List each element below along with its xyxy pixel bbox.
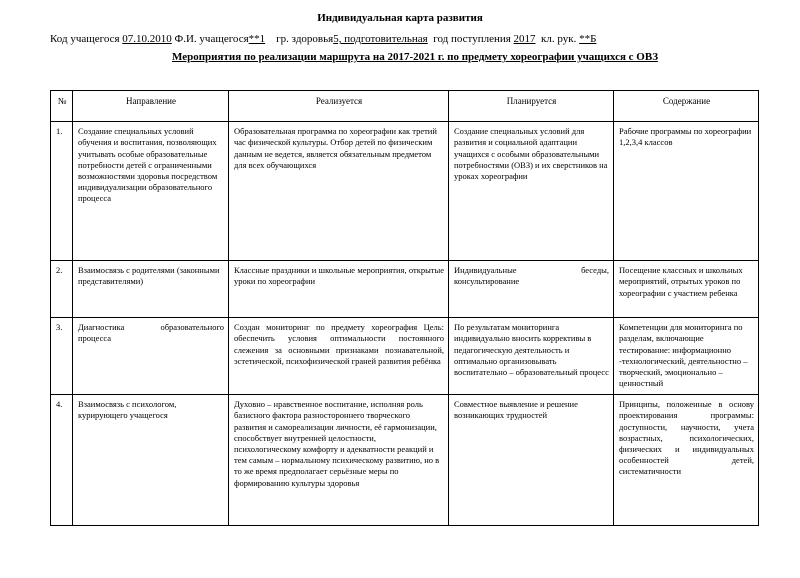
column-header-content: Содержание [614,91,759,122]
cell-content: Принципы, положенные в основу проектирования программы: доступности, научности, учета возрастных, психологических, физических и индивидуальных особенностей детей, систематичности [614,395,759,526]
cell-number: 3. [51,318,73,395]
value-class-teacher: **Б [579,33,597,45]
table-header-row [51,91,759,122]
measures-table [50,90,759,526]
student-code-line [0,32,800,46]
value-fio: **1 [248,33,266,45]
cell-content: Рабочие программы по хореографии 1,2,3,4 классов [614,122,759,261]
cell-content: Посещение классных и школьных мероприятий, отрытых уроков по хореографии с участием ребенка [614,261,759,318]
cell-planned: По результатам мониторинга индивидуально вносить коррективы в педагогическую деятельность и оптимально организовывать воспитательно – образовательный процесс [449,318,614,395]
cell-implemented: Классные праздники и школьные мероприятия, открытые уроки по хореографии [229,261,449,318]
cell-planned: Индивидуальные беседы, консультирование [449,261,614,318]
cell-implemented: Образовательная программа по хореографии как третий час физической культуры. Отбор детей по физическим данным не ведется, является обязательным предметом для всех обучающихся [229,122,449,261]
cell-direction: Создание специальных условий обучения и воспитания, позволяющих учитывать особые образовательные потребности детей с ограниченными возможностями здоровья посредством индивидуализации образовательного процесса [73,122,229,261]
document-subtitle [0,50,800,64]
cell-content: Компетенции для мониторинга по разделам, включающие тестирование: информационно -технологический, деятельностно – творческий, эмоционально – ценностный [614,318,759,395]
column-header-direction: Направление [73,91,229,122]
measures-table-wrapper [50,90,758,526]
table-row [51,318,759,395]
cell-implemented: Создан мониторинг по предмету хореография Цель: обеспечить условия оптимальности постоянного слежения за основными признаками познавательной, эстетической, психофизической граней развития ребёнка [229,318,449,395]
table-row [51,261,759,318]
label-code: Код учащегося [50,33,120,45]
page-title: Индивидуальная карта развития [317,12,483,24]
label-class-teacher: кл. рук. [541,33,577,45]
cell-direction: Взаимосвязь с родителями (законными представителями) [73,261,229,318]
cell-planned: Создание специальных условий для развития и социальной адаптации учащихся с особыми образовательными потребностями (ОВЗ) и их сверстников на уроках хореографии [449,122,614,261]
document-page [0,12,800,578]
value-health-group: 5, подготовительная [333,33,428,45]
column-header-planned: Планируется [449,91,614,122]
cell-direction: Диагностика образовательного процесса [73,318,229,395]
cell-implemented: Духовно – нравственное воспитание, исполняя роль базисного фактора разностороннего творческого развития и самореализации личности, её гармонизации, способствует внутренней целостности, психологическому комфорту и адекватности реакций и тем самым – нормальному психическому развитию, но в то же время предполагает серьёзные меры по формированию культуры здоровья [229,395,449,526]
table-row [51,122,759,261]
value-admission-year: 2017 [513,33,536,45]
table-row [51,395,759,526]
label-health-group: гр. здоровья [276,33,334,45]
cell-direction: Взаимосвязь с психологом, курирующего учащегося [73,395,229,526]
document-subtitle-text: Мероприятия по реализации маршрута на 2017-2021 г. по предмету хореографии учащихся с ОВЗ [171,51,659,63]
value-code: 07.10.2010 [122,33,172,45]
cell-number: 4. [51,395,73,526]
cell-number: 1. [51,122,73,261]
label-admission-year: год поступления [433,33,511,45]
cell-planned: Совместное выявление и решение возникающих трудностей [449,395,614,526]
column-header-implemented: Реализуется [229,91,449,122]
cell-number: 2. [51,261,73,318]
label-fio: Ф.И. учащегося [174,33,249,45]
column-header-number: № [51,91,73,122]
